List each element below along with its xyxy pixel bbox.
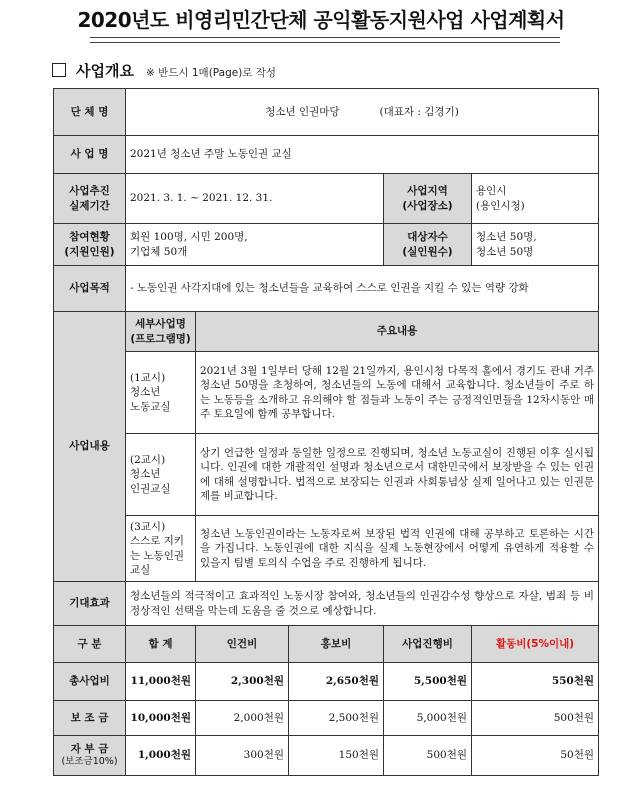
content-header-row (54, 312, 599, 352)
org-representative: (대표자 : 김경기) (379, 105, 459, 118)
budget-cell: 150천원 (289, 736, 384, 776)
effect-value: 청소년들의 적극적이고 효과적인 노동시장 참여와, 청소년들의 인권감수성 향상으로 자살, 범죄 등 비정상적인 선택을 막는데 도움을 줄 것으로 예상합니다. (126, 582, 599, 626)
period-label: 사업추진 실제기간 (54, 174, 126, 224)
effect-label: 기대효과 (54, 582, 126, 626)
area-label: 사업지역 (사업장소) (384, 174, 472, 224)
content-row (54, 352, 599, 434)
section-label: 사업개요 (76, 62, 134, 80)
budget-cell: 5,500천원 (384, 663, 472, 701)
budget-row-label: 보 조 금 (54, 701, 126, 736)
budget-cell: 500천원 (472, 701, 599, 736)
budget-row (54, 663, 599, 701)
org-name: 청소년 인권마당 (265, 105, 340, 118)
purpose-row (54, 266, 599, 312)
content-label: 사업내용 (54, 312, 126, 582)
participants-label: 참여현황 (지원인원) (54, 224, 126, 266)
project-name: 2021년 청소년 주말 노동인권 교실 (126, 136, 599, 174)
content-col-program: 세부사업명 (프로그램명) (126, 312, 196, 352)
period-value: 2021. 3. 1. ~ 2021. 12. 31. (126, 174, 384, 224)
purpose-label: 사업목적 (54, 266, 126, 312)
org-cell (126, 89, 599, 136)
section-note: ※ 반드시 1매(Page)로 작성 (145, 67, 277, 79)
budget-row (54, 736, 599, 776)
budget-row-label: 총사업비 (54, 663, 126, 701)
budget-cell: 50천원 (472, 736, 599, 776)
purpose-value: - 노동인권 사각지대에 있는 청소년들을 교육하여 스스로 인권을 지킬 수 있는 역량 강화 (126, 266, 599, 312)
budget-cell: 2,300천원 (196, 663, 289, 701)
period-row (54, 174, 599, 224)
budget-header-activity: 활동비(5%이내) (472, 626, 599, 663)
plan-table (53, 88, 599, 776)
area-value: 용인시 (용인시청) (472, 174, 599, 224)
participants-row (54, 224, 599, 266)
program-description: 2021년 3월 1일부터 당해 12월 21일까지, 용인시청 다목적 홀에서 경기도 관내 거주 청소년 50명을 초청하여, 청소년들의 노동에 대해서 교육합니다. 청소년들이 주로 하는 노동등을 소개하고 유의해야 할 점들과 노동이 주는 긍정적인면들을 12차시동안 매주 토요일에 함께 공부합니다. (196, 352, 599, 434)
title-underline (90, 37, 560, 43)
budget-cell: 10,000천원 (126, 701, 196, 736)
program-description: 청소년 노동인권이라는 노동자로써 보장된 법적 인권에 대해 공부하고 토론하는 시간을 가집니다. 노동인권에 대한 지식을 실제 노동현장에서 어떻게 유연하게 적용할 수 있을지 팀별 토의식 수업을 주로 진행하게 됩니다. (196, 516, 599, 582)
project-row (54, 136, 599, 174)
budget-cell: 300천원 (196, 736, 289, 776)
budget-cell: 550천원 (472, 663, 599, 701)
program-name: (3교시) 스스로 지키 는 노동인권 교실 (126, 516, 196, 582)
program-name: (1교시) 청소년 노동교실 (126, 352, 196, 434)
participants-value: 회원 100명, 시민 200명, 기업체 50개 (126, 224, 384, 266)
budget-row (54, 701, 599, 736)
budget-cell: 2,500천원 (289, 701, 384, 736)
budget-header-row (54, 626, 599, 663)
budget-cell: 5,000천원 (384, 701, 472, 736)
budget-header: 인건비 (196, 626, 289, 663)
project-label: 사 업 명 (54, 136, 126, 174)
org-row (54, 89, 599, 136)
document-title: 2020년도 비영리민간단체 공익활동지원사업 사업계획서 (77, 8, 565, 32)
budget-header: 사업진행비 (384, 626, 472, 663)
budget-header: 홍보비 (289, 626, 384, 663)
checkbox-icon (52, 63, 66, 77)
budget-cell: 500천원 (384, 736, 472, 776)
org-label: 단 체 명 (54, 89, 126, 136)
budget-cell: 2,000천원 (196, 701, 289, 736)
budget-row-label: 자 부 금 (보조금10%) (54, 736, 126, 776)
budget-cell: 2,650천원 (289, 663, 384, 701)
content-row (54, 516, 599, 582)
budget-header: 합 계 (126, 626, 196, 663)
content-row (54, 434, 599, 516)
program-description: 상기 언급한 일정과 동일한 일정으로 진행되며, 청소년 노동교실이 진행된 이후 실시됩니다. 인권에 대한 개괄적인 설명과 청소년으로서 대한민국에서 보장받을 수 있는 인권에 대해 설명합니다. 법적으로 보장되는 인권과 사회통념상 실제 일어나고 있는 인권문제를 비교합니다. (196, 434, 599, 516)
content-col-main: 주요내용 (196, 312, 599, 352)
budget-header: 구 분 (54, 626, 126, 663)
target-value: 청소년 50명, 청소년 50명 (472, 224, 599, 266)
program-name: (2교시) 청소년 인권교실 (126, 434, 196, 516)
budget-cell: 11,000천원 (126, 663, 196, 701)
effect-row (54, 582, 599, 626)
section-header (52, 60, 276, 81)
budget-cell: 1,000천원 (126, 736, 196, 776)
target-label: 대상자수 (실인원수) (384, 224, 472, 266)
